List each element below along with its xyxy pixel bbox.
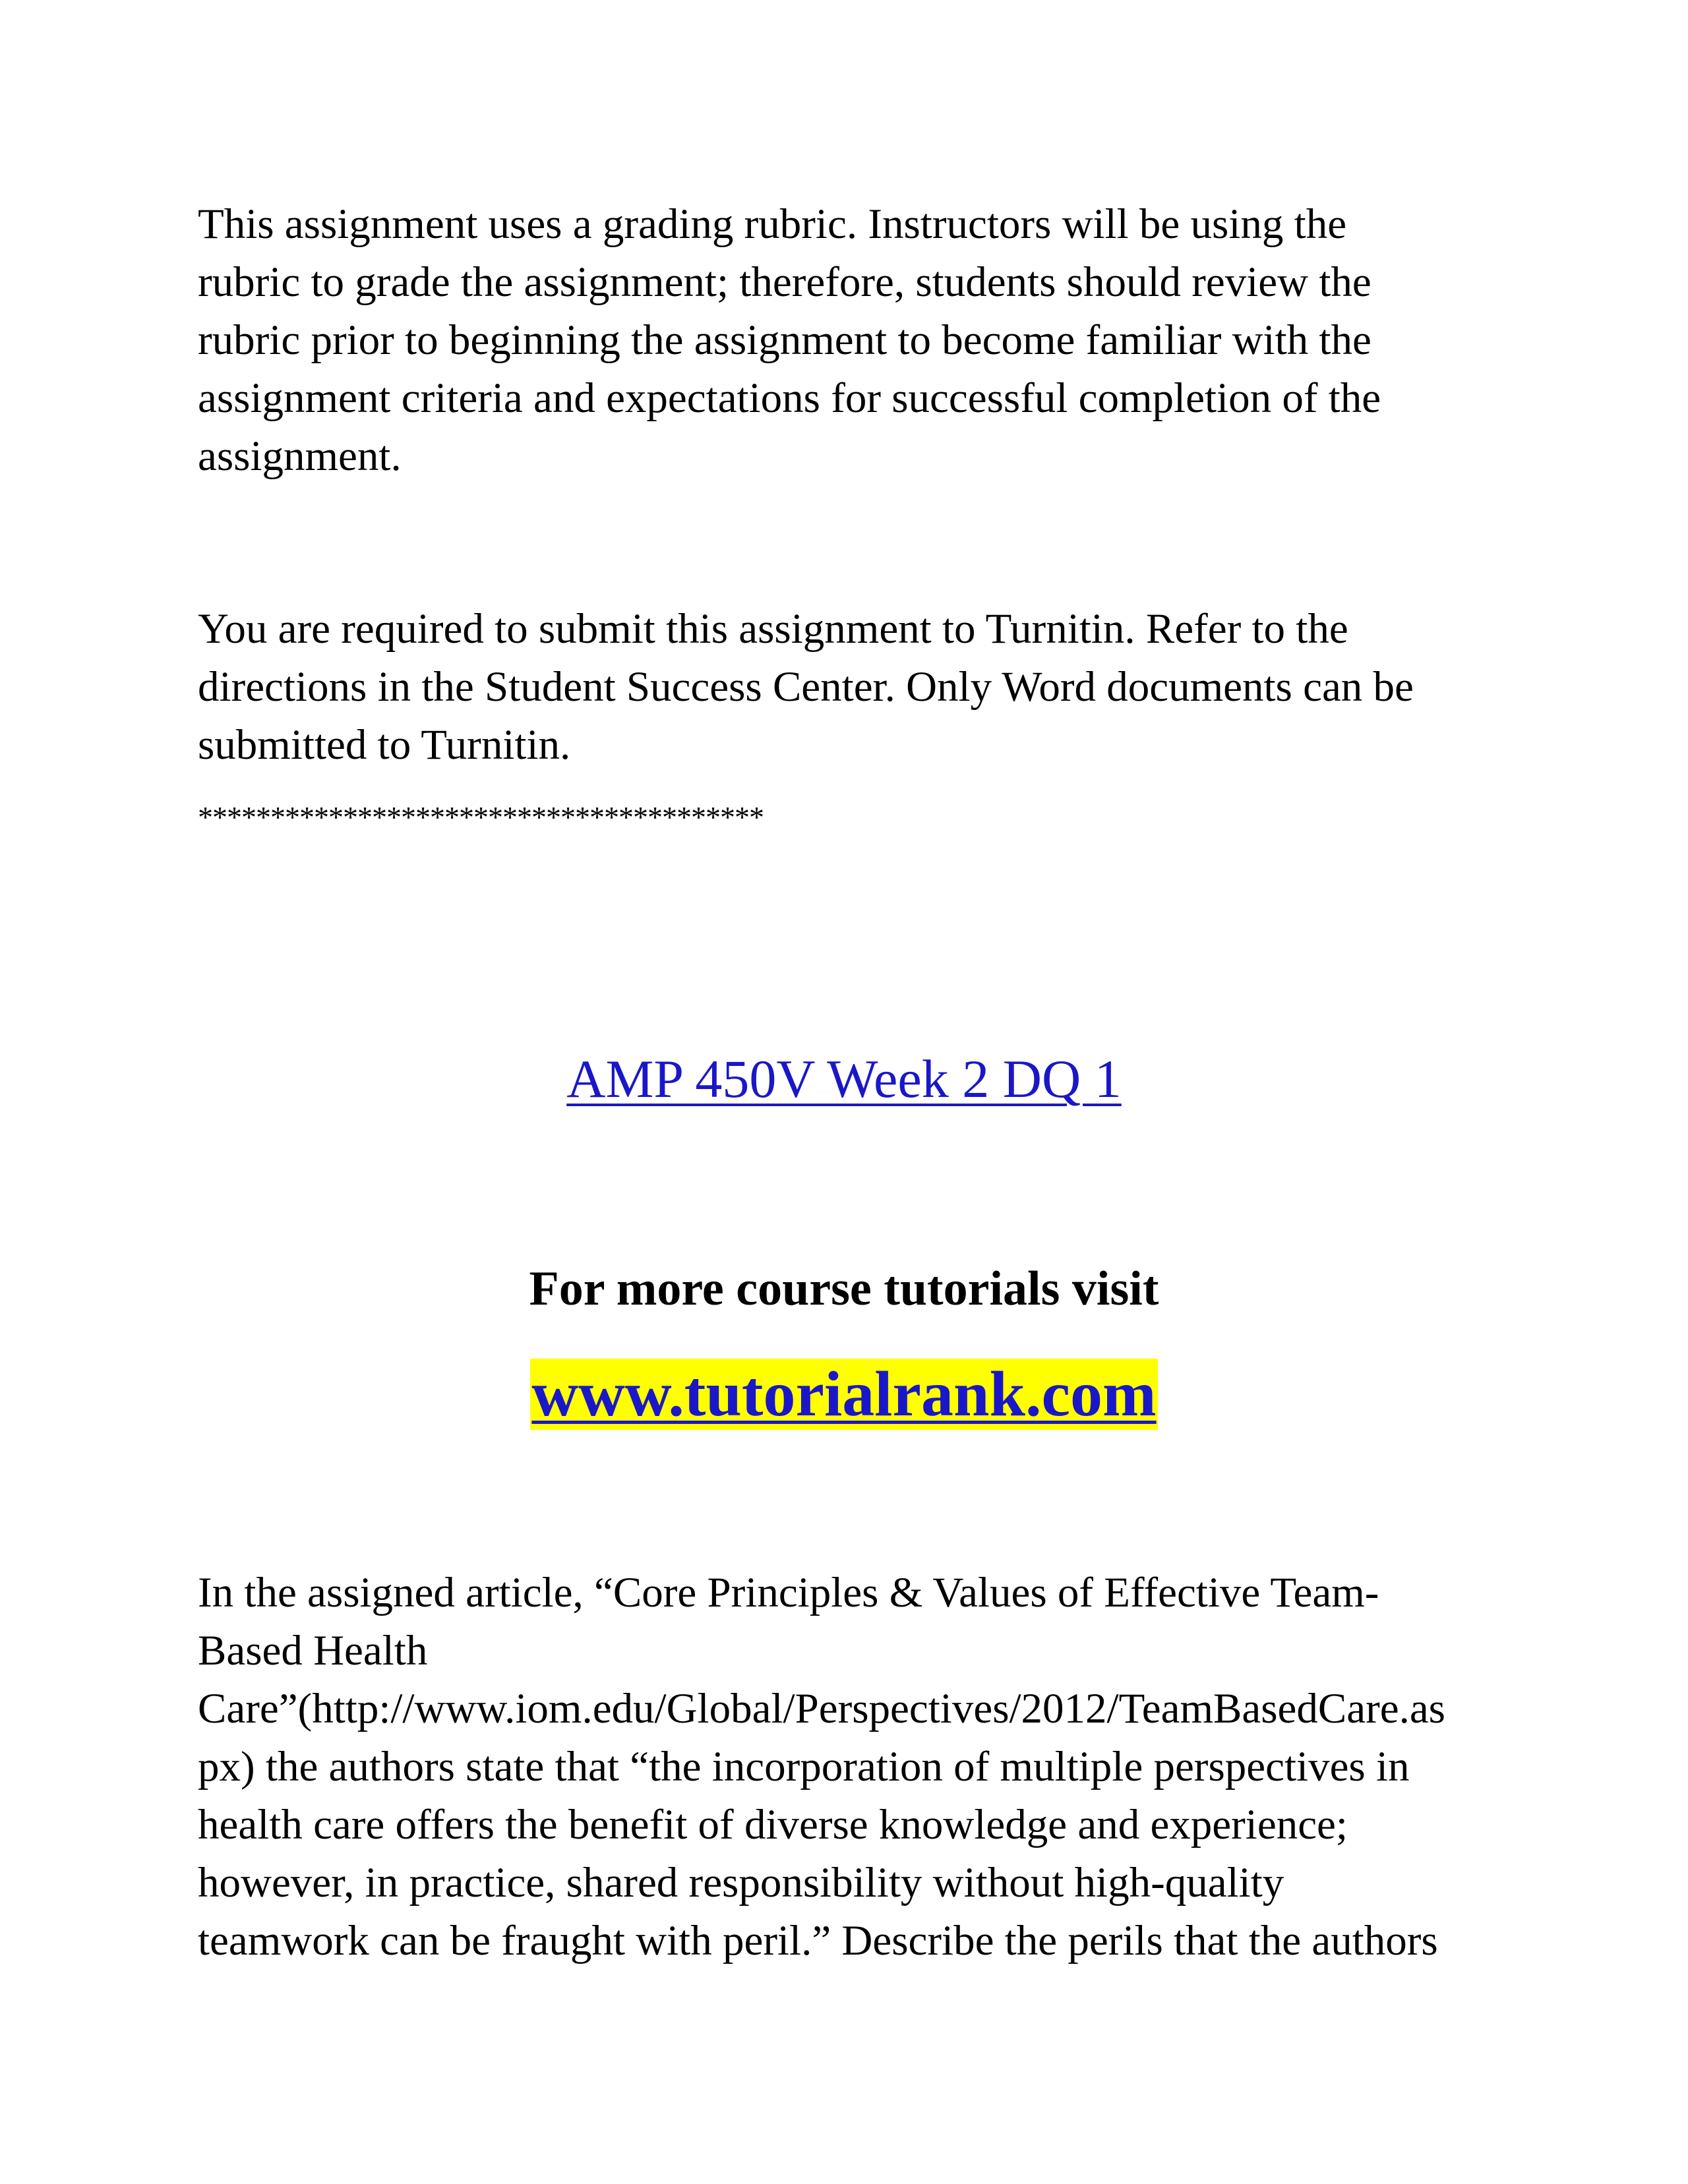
paragraph-line: Based Health: [198, 1627, 428, 1674]
paragraph-line: teamwork can be fraught with peril.” Describe the perils that the authors: [198, 1917, 1438, 1964]
paragraph-line: rubric to grade the assignment; therefore, students should review the: [198, 258, 1372, 306]
paragraph-line: however, in practice, shared responsibility without high-quality: [198, 1859, 1284, 1906]
article-paragraph: [198, 1564, 1510, 1970]
site-heading: [0, 1355, 1688, 1434]
site-link[interactable]: www.tutorialrank.com: [531, 1359, 1157, 1430]
paragraph-line: submitted to Turnitin.: [198, 721, 571, 769]
turnitin-paragraph: [198, 600, 1510, 774]
paragraph-line: assignment.: [198, 432, 402, 480]
paragraph-line: health care offers the benefit of diverse knowledge and experience;: [198, 1801, 1348, 1848]
course-heading: [0, 1043, 1688, 1115]
paragraph-line: This assignment uses a grading rubric. Instructors will be using the: [198, 200, 1347, 248]
paragraph-line: rubric prior to beginning the assignment to become familiar with the: [198, 316, 1372, 364]
visit-text: For more course tutorials visit: [529, 1262, 1159, 1316]
paragraph-line: In the assigned article, “Core Principles & Values of Effective Team-: [198, 1569, 1379, 1616]
rubric-paragraph: [198, 195, 1510, 485]
paragraph-line: Care”(http://www.iom.edu/Global/Perspectives/2012/TeamBasedCare.as: [198, 1685, 1445, 1732]
asterisk-separator: ***************************************: [198, 800, 764, 834]
paragraph-line: You are required to submit this assignment to Turnitin. Refer to the: [198, 605, 1348, 653]
paragraph-line: directions in the Student Success Center. Only Word documents can be: [198, 663, 1414, 711]
course-link[interactable]: AMP 450V Week 2 DQ 1: [566, 1049, 1122, 1109]
paragraph-line: px) the authors state that “the incorporation of multiple perspectives in: [198, 1743, 1410, 1790]
paragraph-line: assignment criteria and expectations for successful completion of the: [198, 374, 1381, 422]
